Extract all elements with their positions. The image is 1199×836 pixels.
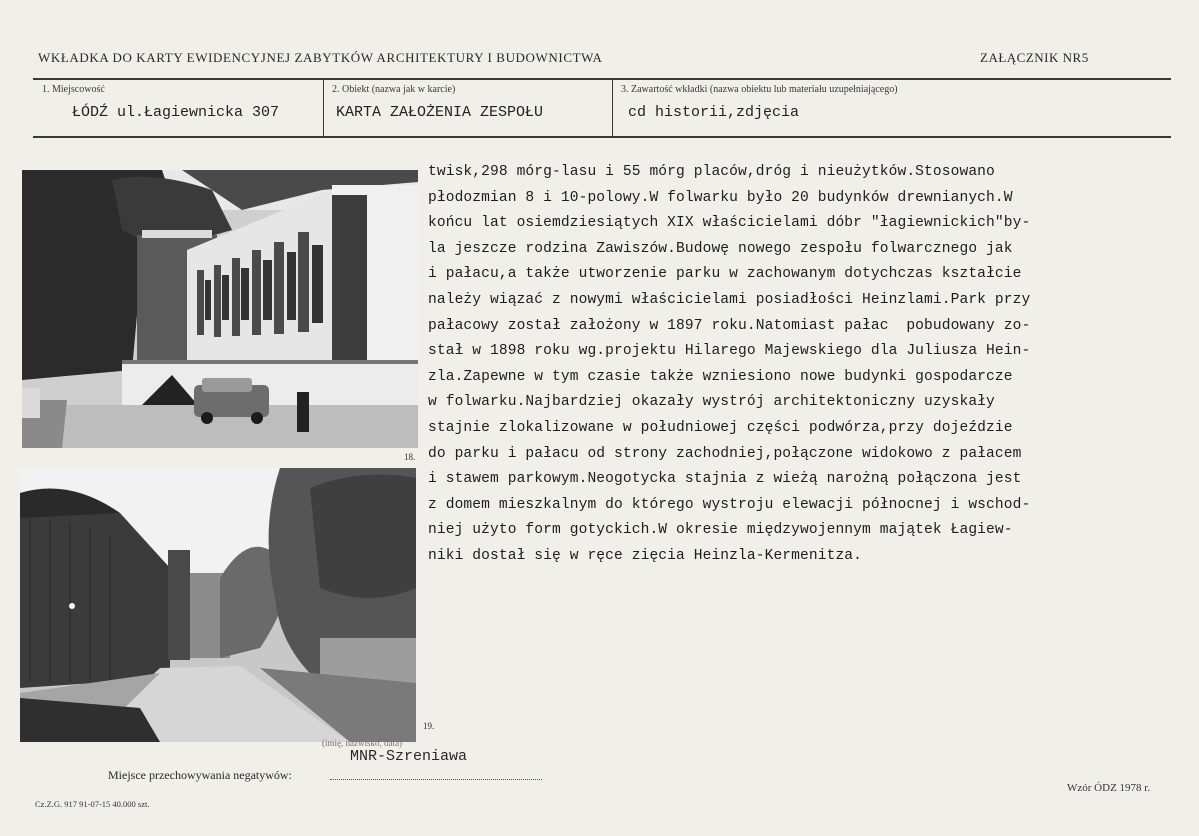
field-divider-2 [612, 80, 613, 138]
field-label-contents: 3. Zawartość wkładki (nazwa obiektu lub materiału uzupełniającego) [621, 84, 898, 95]
text-line: pałacowy został założony w 1897 roku.Natomiast pałac pobudowany zo- [428, 317, 1031, 334]
text-line: w folwarku.Najbardziej okazały wystrój architektoniczny uzyskały [428, 394, 995, 411]
name-date-label: (imię, nazwisko, data) [322, 738, 402, 748]
form-title: WKŁADKA DO KARTY EWIDENCYJNEJ ZABYTKÓW ARCHITEKTURY I BUDOWNICTWA [38, 50, 603, 65]
text-line: i stawem parkowym.Neogotycka stajnia z wieżą narożną połączona jest [428, 471, 1022, 488]
text-line: do parku i pałacu od strony zachodniej,połączone widokowo z pałacem [428, 445, 1022, 462]
text-line: la jeszcze rodzina Zawiszów.Budowę nowego zespołu folwarcznego jak [428, 240, 1013, 257]
print-info: Cz.Z.G. 917 91-07-15 40.000 szt. [35, 799, 150, 809]
field-label-object: 2. Obiekt (nazwa jak w karcie) [332, 84, 456, 95]
annex-text: ZAŁĄCZNIK NR [980, 50, 1082, 65]
field-value-contents: cd historii,zdjęcia [628, 104, 800, 121]
negatives-location-label: Miejsce przechowywania negatywów: [108, 768, 292, 782]
photo-courtyard-road [20, 468, 416, 742]
form-template-info: Wzór ÓDZ 1978 r. [1067, 782, 1151, 794]
photo-number-2: 19. [423, 721, 435, 731]
field-label-location: 1. Miejscowość [42, 84, 105, 95]
photo-number-1: 18. [404, 452, 416, 462]
text-line: i pałacu,a także utworzenie parku w zachowanym dotychczas kształcie [428, 266, 1022, 283]
text-line: stał w 1898 roku wg.projektu Hilarego Majewskiego dla Juliusza Hein- [428, 343, 1031, 360]
text-line: płodozmian 8 i 10-polowy.W folwarku było 20 budynków drewnianych.W [428, 189, 1013, 206]
annex-number: 5 [1081, 50, 1089, 65]
text-line: twisk,298 mórg-lasu i 55 mórg placów,dróg i nieużytków.Stosowano [428, 164, 995, 180]
negatives-dotted-line [330, 779, 542, 780]
field-divider-1 [323, 80, 324, 138]
history-text [428, 160, 1128, 570]
text-line: niej użyto form gotyckich.W okresie międzywojennym majątek Łagiew- [428, 522, 1013, 539]
field-value-location: ŁÓDŹ ul.Łagiewnicka 307 [72, 104, 280, 121]
photo-manor-building [22, 170, 418, 448]
negatives-location-value: MNR-Szreniawa [350, 748, 468, 765]
text-line: z domem mieszkalnym do którego wystroju elewacji północnej i wschod- [428, 496, 1031, 513]
header-rule-bottom [33, 136, 1171, 138]
annex-label [980, 50, 1089, 66]
field-value-object: KARTA ZAŁOŻENIA ZESPOŁU [336, 104, 544, 121]
header-rule-top [33, 78, 1171, 80]
text-line: końcu lat osiemdziesiątych XIX właścicielami dóbr "łagiewnickich"by- [428, 215, 1031, 232]
text-line: niki dostał się w ręce zięcia Heinzla-Kermenitza. [428, 547, 863, 564]
text-line: stajnie zlokalizowane w południowej części podwórza,przy dojeździe [428, 419, 1013, 436]
text-line: należy wiązać z nowymi właścicielami posiadłości Heinzlami.Park przy [428, 291, 1031, 308]
text-line: zla.Zapewne w tym czasie także wzniesiono nowe budynki gospodarcze [428, 368, 1013, 385]
